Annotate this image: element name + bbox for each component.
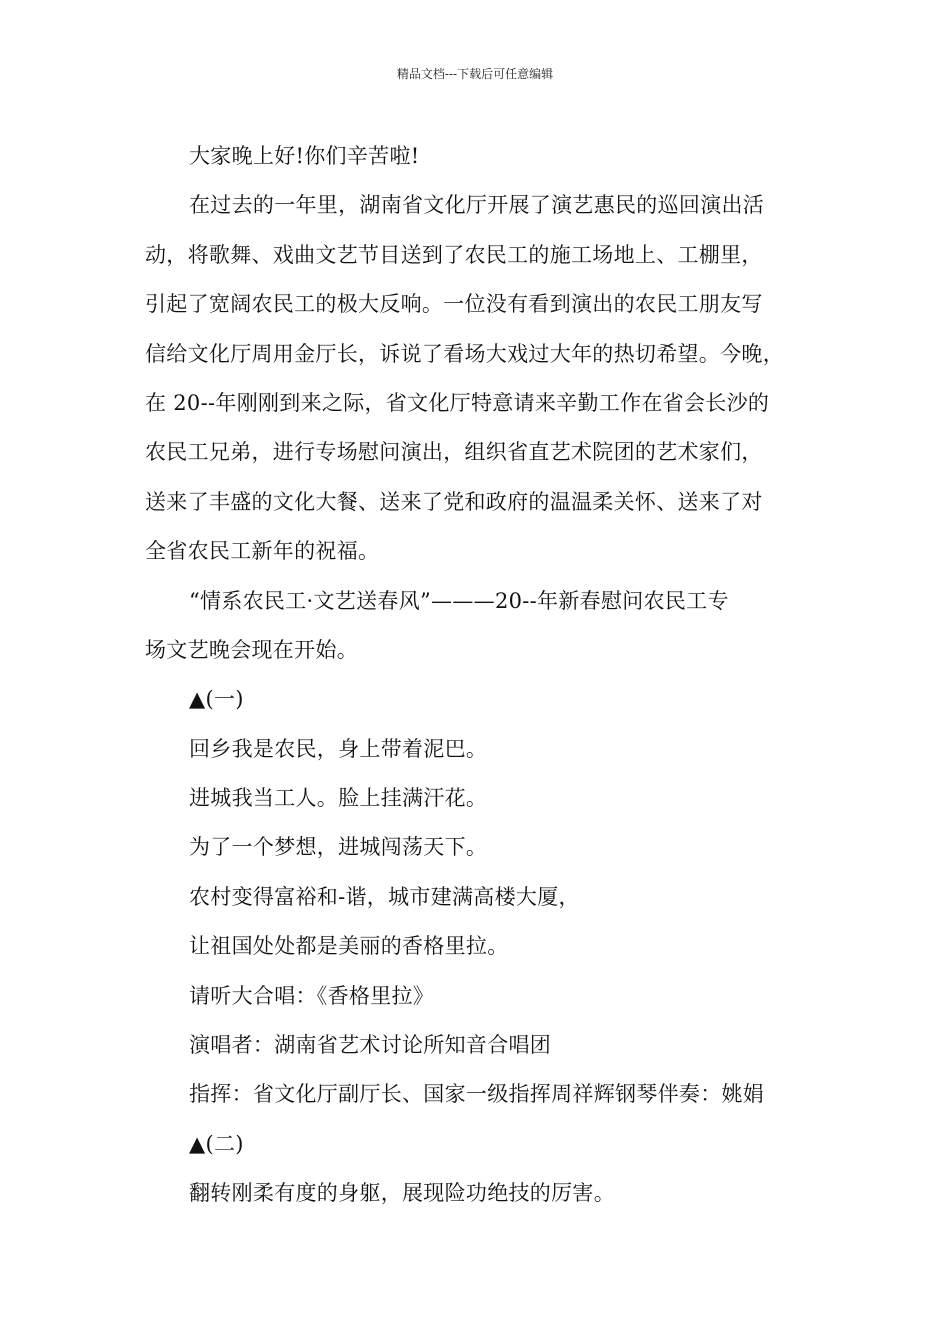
verse-line: 翻转刚柔有度的身躯，展现险功绝技的厉害。 [189,1181,615,1206]
greeting-line: 大家晚上好!你们辛苦啦! [189,144,420,168]
paragraph-line: 农民工兄弟，进行专场慰问演出，组织省直艺术院团的艺术家们， [145,440,763,465]
paragraph-line: “情系农民工·文艺送春风”———20--年新春慰问农民工专 [189,588,729,613]
program-title: 请听大合唱：《香格里拉》 [189,983,435,1008]
paragraph-line: 引起了宽阔农民工的极大反响。一位没有看到演出的农民工朋友写 [145,292,763,317]
section-marker: ▲(二) [189,1131,244,1156]
paragraph-line: 动，将歌舞、戏曲文艺节目送到了农民工的施工场地上、工棚里， [145,242,763,267]
performer-line: 演唱者：湖南省艺术讨论所知音合唱团 [189,1033,552,1058]
verse-line: 农村变得富裕和-谐，城市建满高楼大厦， [189,884,580,909]
section-marker: ▲(一) [189,687,244,712]
verse-line: 为了一个梦想，进城闯荡天下。 [189,835,488,860]
conductor-line: 指挥：省文化厅副厅长、国家一级指挥周祥辉钢琴伴奏：姚娟 [189,1082,765,1107]
verse-line: 进城我当工人。脸上挂满汗花。 [189,786,488,811]
paragraph-line: 送来了丰盛的文化大餐、送来了党和政府的温温柔关怀、送来了对 [145,489,763,514]
verse-line: 回乡我是农民，身上带着泥巴。 [189,736,488,761]
paragraph-line: 在过去的一年里，湖南省文化厅开展了演艺惠民的巡回演出活 [189,193,765,218]
paragraph-line: 信给文化厅周用金厅长，诉说了看场大戏过大年的热切希望。今晚， [145,341,784,366]
paragraph-line: 场文艺晚会现在开始。 [145,637,358,662]
page-header: 精品文档---下载后可任意编辑 [396,67,554,81]
paragraph-line: 全省农民工新年的祝福。 [145,539,380,564]
verse-line: 让祖国处处都是美丽的香格里拉。 [189,934,509,959]
paragraph-line: 在 20--年刚刚到来之际，省文化厅特意请来辛勤工作在省会长沙的 [145,390,770,415]
document-body [145,132,815,1219]
